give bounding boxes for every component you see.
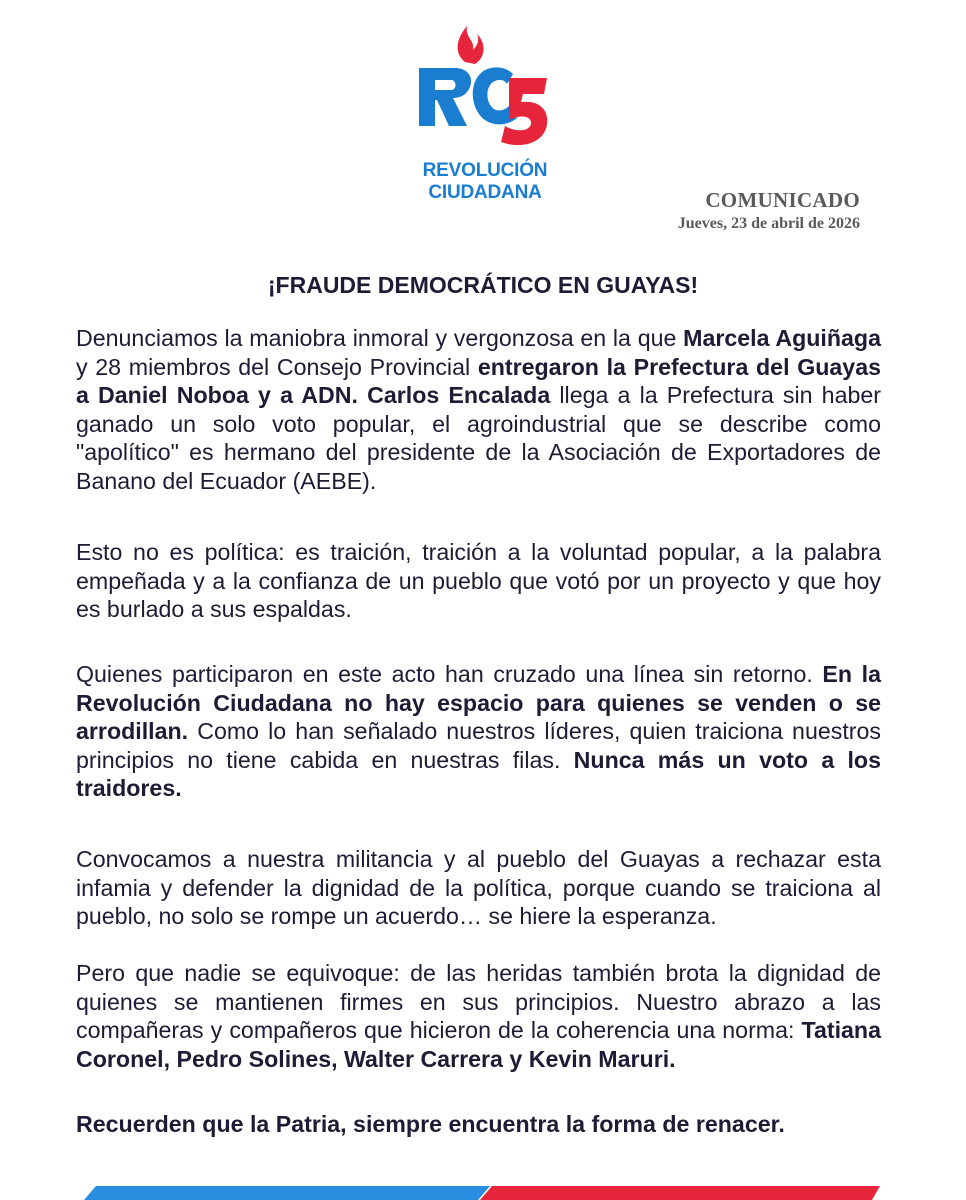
logo-text-line2: CIUDADANA bbox=[428, 182, 542, 203]
text-run: Pero que nadie se equivoque: de las heridas también brota la dignidad de quienes se mantienen firmes en sus principios. Nuestro abrazo a las compañeras y compañeros que hicieron de la coherencia una norma: bbox=[76, 960, 881, 1044]
text-run: Convocamos a nuestra militancia y al pueblo del Guayas a rechazar esta infamia y defender la dignidad de la política, porque cuando se traiciona al pueblo, no solo se rompe un acuerdo… se hiere la esperanza. bbox=[76, 846, 881, 930]
closing-line bbox=[76, 1110, 881, 1139]
bold-text-run: Tatiana Coronel, Pedro Solines, Walter Carrera y Kevin Maruri. bbox=[76, 1017, 881, 1072]
paragraph-1 bbox=[76, 324, 881, 496]
headline: ¡FRAUDE DEMOCRÁTICO EN GUAYAS! bbox=[267, 272, 699, 298]
bold-text-run: Nunca más un voto a los traidores. bbox=[76, 746, 881, 802]
paragraph-2 bbox=[76, 538, 881, 624]
bold-text-run: En la Revolución Ciudadana no hay espacio para quienes se venden o se arrodillan. bbox=[76, 661, 881, 745]
communique-date: Jueves, 23 de abril de 2026 bbox=[677, 215, 860, 232]
rc5-logo-icon bbox=[413, 18, 553, 158]
bold-text-run: Marcela Aguiñaga bbox=[683, 325, 881, 351]
text-run: y 28 miembros del Consejo Provincial bbox=[76, 353, 478, 380]
text-run: Como lo han señalado nuestros líderes, quien traiciona nuestros principios no tiene cabida en nuestras filas. bbox=[76, 718, 881, 773]
text-run: Quienes participaron en este acto han cruzado una línea sin retorno. bbox=[76, 661, 823, 687]
bold-text-run: Recuerden que la Patria, siempre encuentra la forma de renacer. bbox=[76, 1111, 785, 1137]
paragraph-3 bbox=[76, 660, 881, 803]
footer-bar-red bbox=[480, 1186, 880, 1200]
paragraph-5 bbox=[76, 959, 881, 1073]
comunicado-label: COMUNICADO bbox=[705, 188, 860, 212]
text-run: Esto no es política: es traición, traición a la voluntad popular, a la palabra empeñada y a la confianza de un pueblo que votó por un proyecto y que hoy es burlado a sus espaldas. bbox=[76, 539, 881, 623]
paragraph-4 bbox=[76, 845, 881, 931]
bold-text-run: entregaron la Prefectura del Guayas a Daniel Noboa y a ADN. Carlos Encalada bbox=[76, 353, 881, 409]
footer-bar-blue bbox=[84, 1186, 490, 1200]
text-run: llega a la Prefectura sin haber ganado un solo voto popular, el agroindustrial que se describe como "apolítico" es hermano del presidente de la Asociación de Exportadores de Banano del Ecuador (AEBE). bbox=[76, 382, 881, 494]
text-run: Denunciamos la maniobra inmoral y vergonzosa en la que bbox=[76, 325, 684, 351]
logo-text-line1: REVOLUCIÓN bbox=[422, 160, 548, 181]
party-logo bbox=[405, 18, 565, 203]
footer-color-bar bbox=[0, 1186, 966, 1200]
